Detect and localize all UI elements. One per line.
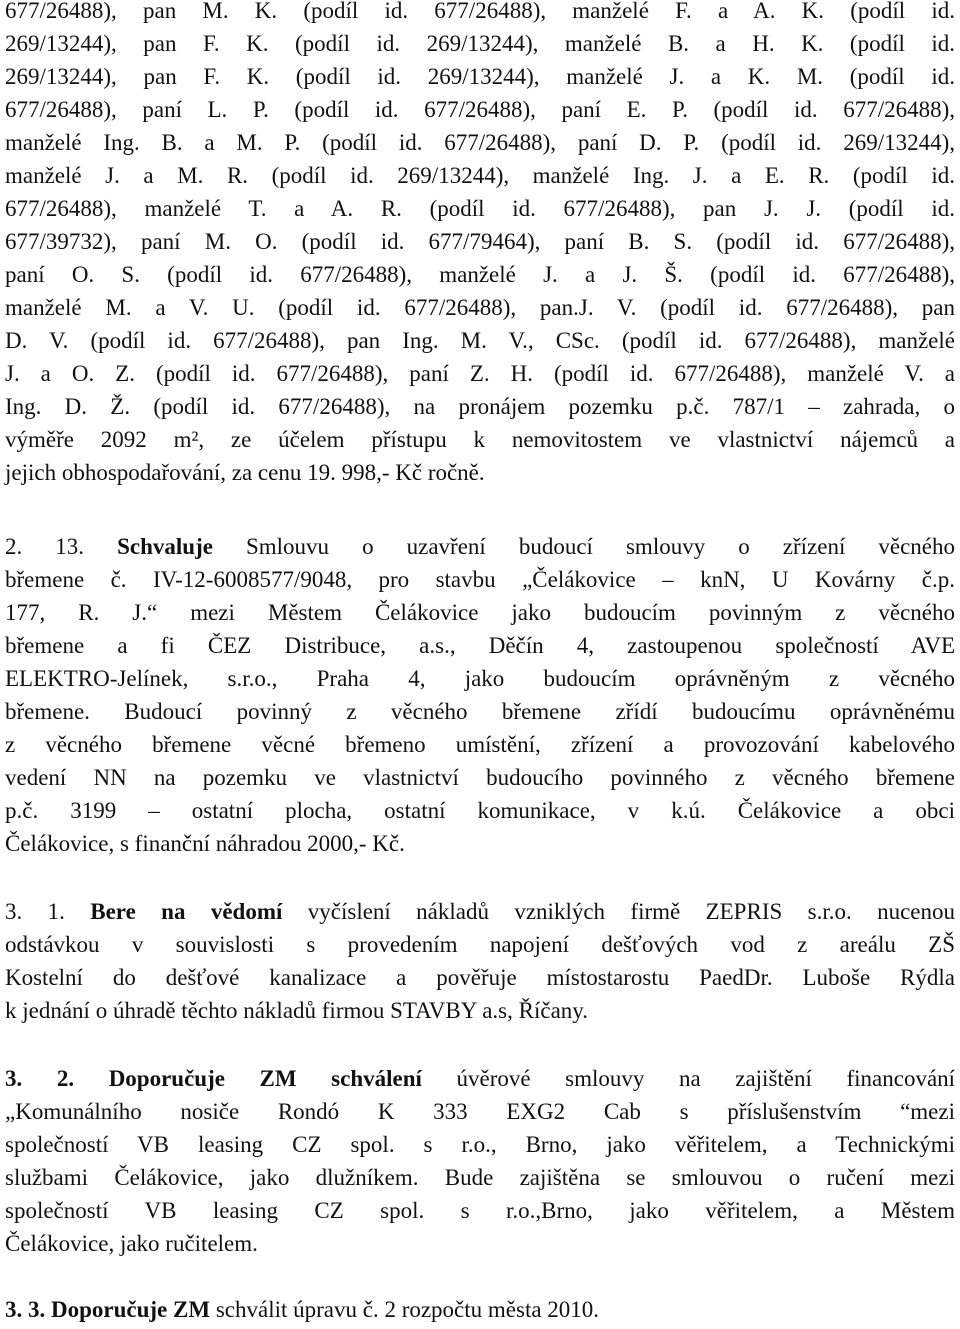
text-line: 677/26488), paní L. P. (podíl id. 677/26488), paní E. P. (podíl id. 677/26488),: [5, 97, 955, 122]
text-line: 269/13244), pan F. K. (podíl id. 269/13244), manželé J. a K. M. (podíl id.: [5, 64, 955, 89]
item-heading-rest: Smlouvu o uzavření budoucí smlouvy o zřízení věcného: [245, 534, 956, 559]
item-heading-line: [5, 1293, 955, 1326]
item-heading-rest: vyčíslení nákladů vzniklých firmě ZEPRIS s.r.o. nucenou: [307, 899, 956, 924]
text-line: Ing. D. Ž. (podíl id. 677/26488), na pronájem pozemku p.č. 787/1 – zahrada, o: [5, 394, 955, 419]
text-line: k jednání o úhradě těchto nákladů firmou STAVBY a.s, Říčany.: [5, 998, 589, 1023]
item-number: 3. 3.: [5, 1297, 46, 1322]
text-line: 177, R. J.“ mezi Městem Čelákovice jako budoucím povinným z věcného: [5, 600, 955, 625]
text-line: společností VB leasing CZ spol. s r.o., Brno, jako věřitelem, a Technickými: [5, 1132, 955, 1157]
text-line: „Komunálního nosiče Rondó K 333 EXG2 Cab s příslušenstvím “mezi: [5, 1099, 955, 1124]
text-line: Čelákovice, s finanční náhradou 2000,- Kč.: [5, 831, 405, 856]
text-line: 677/26488), manželé T. a A. R. (podíl id. 677/26488), pan J. J. (podíl id.: [5, 196, 955, 221]
item-verb: Doporučuje ZM: [51, 1297, 211, 1322]
text-line: vedení NN na pozemku ve vlastnictví budoucího povinného z věcného břemene: [5, 765, 955, 790]
text-line: 677/26488), pan M. K. (podíl id. 677/26488), manželé F. a A. K. (podíl id.: [5, 0, 955, 23]
item-heading-line: [5, 895, 955, 928]
item-heading-rest: schválit úpravu č. 2 rozpočtu města 2010.: [215, 1297, 600, 1322]
text-line: břemene č. IV-12-6008577/9048, pro stavbu „Čelákovice – knN, U Kovárny č.p.: [5, 567, 955, 592]
text-line: manželé Ing. B. a M. P. (podíl id. 677/26488), paní D. P. (podíl id. 269/13244),: [5, 130, 955, 155]
text-line: paní O. S. (podíl id. 677/26488), manželé J. a J. Š. (podíl id. 677/26488),: [5, 262, 955, 287]
text-line: službami Čelákovice, jako dlužníkem. Bude zajištěna se smlouvou o ručení mezi: [5, 1165, 955, 1190]
text-line: J. a O. Z. (podíl id. 677/26488), paní Z. H. (podíl id. 677/26488), manželé V. a: [5, 361, 955, 386]
item-heading-line: [5, 530, 955, 563]
text-line: Kostelní do dešťové kanalizace a pověřuje místostarostu PaedDr. Luboše Rýdla: [5, 965, 955, 990]
item-heading-line: [5, 1062, 955, 1095]
item-number: 2. 13.: [5, 534, 85, 559]
text-line: D. V. (podíl id. 677/26488), pan Ing. M. V., CSc. (podíl id. 677/26488), manželé: [5, 328, 955, 353]
text-line: břemene. Budoucí povinný z věcného břemene zřídí budoucímu oprávněnému: [5, 699, 955, 724]
text-line: ELEKTRO-Jelínek, s.r.o., Praha 4, jako budoucím oprávněným z věcného: [5, 666, 955, 691]
text-line: 677/39732), paní M. O. (podíl id. 677/79464), paní B. S. (podíl id. 677/26488),: [5, 229, 955, 254]
text-line: p.č. 3199 – ostatní plocha, ostatní komunikace, v k.ú. Čelákovice a obci: [5, 798, 955, 823]
item-number: 3. 2.: [5, 1066, 75, 1091]
text-line: z věcného břemene věcné břemeno umístění, zřízení a provozování kabelového: [5, 732, 955, 757]
text-line: břemene a fi ČEZ Distribuce, a.s., Děčín 4, zastoupenou společností AVE: [5, 633, 955, 658]
item-verb: Bere na vědomí: [90, 899, 283, 924]
text-line: společností VB leasing CZ spol. s r.o.,Brno, jako věřitelem, a Městem: [5, 1198, 955, 1223]
text-line: jejich obhospodařování, za cenu 19. 998,- Kč ročně.: [5, 460, 485, 485]
item-verb: Doporučuje ZM schválení: [108, 1066, 422, 1091]
item-number: 3. 1.: [5, 899, 65, 924]
text-line: odstávkou v souvislosti s provedením napojení dešťových vod z areálu ZŠ: [5, 932, 955, 957]
item-heading-rest: úvěrové smlouvy na zajištění financování: [456, 1066, 956, 1091]
text-line: manželé J. a M. R. (podíl id. 269/13244), manželé Ing. J. a E. R. (podíl id.: [5, 163, 955, 188]
text-line: Čelákovice, jako ručitelem.: [5, 1231, 258, 1256]
text-line: 269/13244), pan F. K. (podíl id. 269/13244), manželé B. a H. K. (podíl id.: [5, 31, 955, 56]
text-line: výměře 2092 m², ze účelem přístupu k nemovitostem ve vlastnictví nájemců a: [5, 427, 955, 452]
item-verb: Schvaluje: [117, 534, 213, 559]
text-line: manželé M. a V. U. (podíl id. 677/26488), pan.J. V. (podíl id. 677/26488), pan: [5, 295, 955, 320]
